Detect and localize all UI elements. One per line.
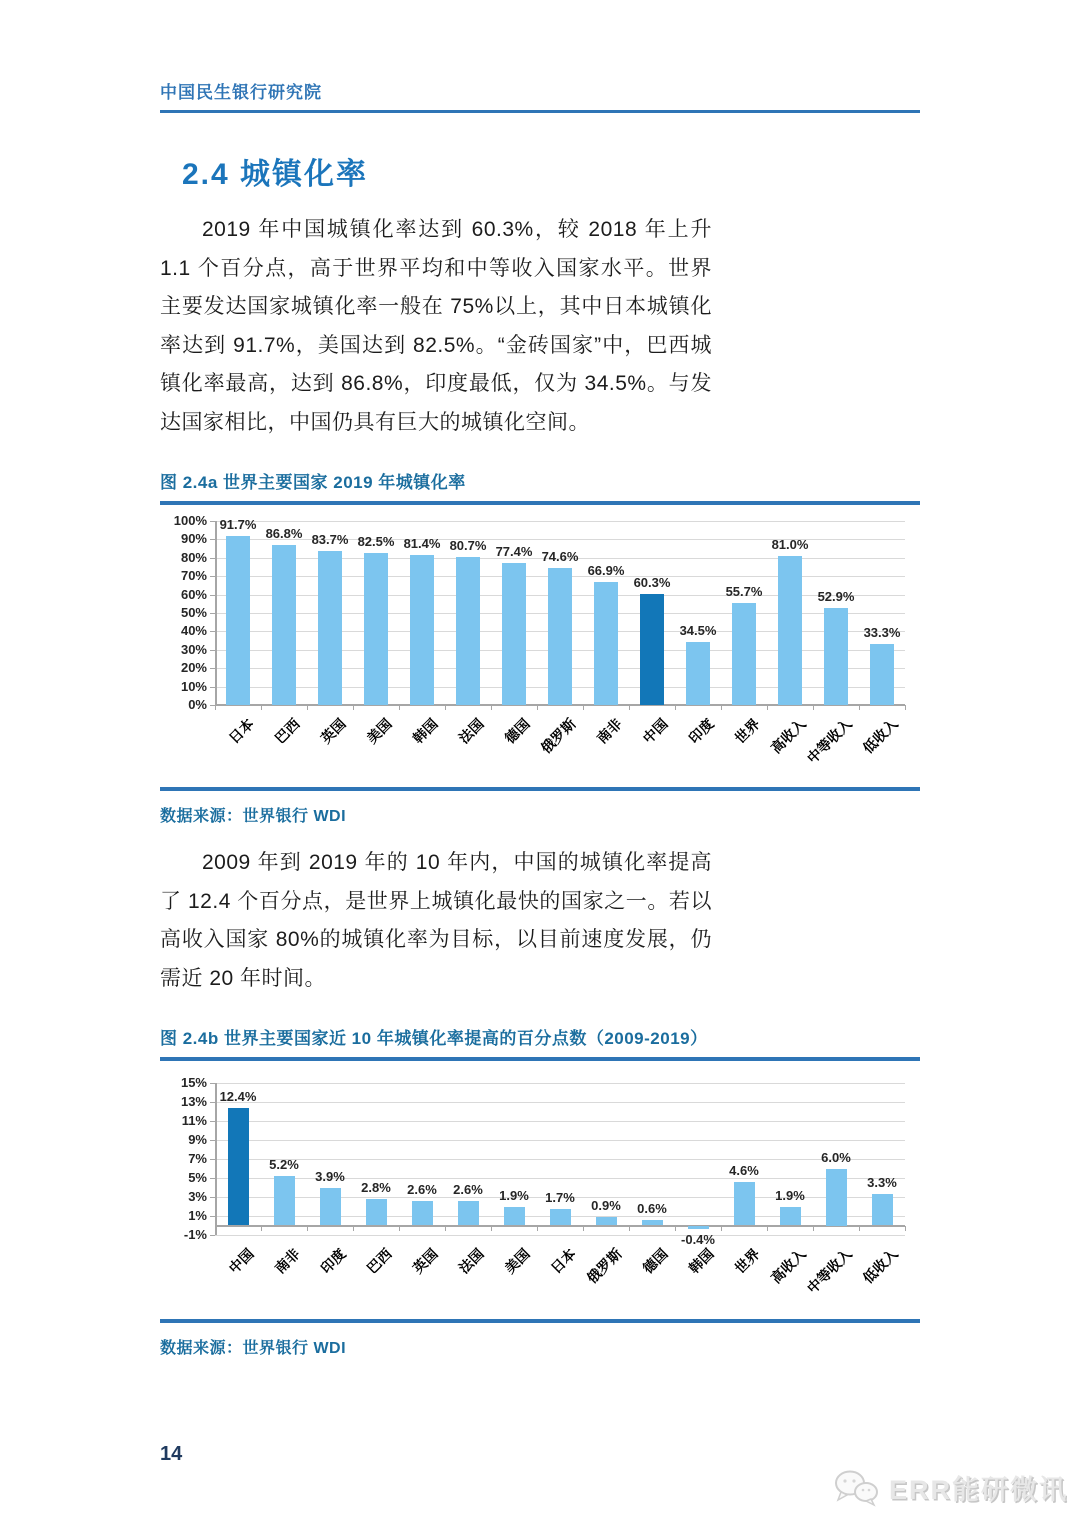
x-category-label: 中等收入 bbox=[803, 1245, 855, 1297]
bar-value-label: 1.9% bbox=[499, 1188, 529, 1204]
x-category-label: 美国 bbox=[363, 715, 395, 747]
bar-美国 bbox=[504, 1207, 525, 1225]
x-category-label: 巴西 bbox=[271, 715, 303, 747]
bar-低收入 bbox=[870, 644, 894, 705]
bar-英国 bbox=[412, 1201, 433, 1226]
y-axis-label: 20% bbox=[180, 660, 207, 676]
institute-name: 中国民生银行研究院 bbox=[160, 83, 322, 102]
x-category-label: 世界 bbox=[731, 1245, 763, 1277]
figure-2-4b-source: 数据来源：世界银行 WDI bbox=[160, 1340, 347, 1357]
x-axis-tick bbox=[629, 705, 630, 710]
bar-value-label: 6.0% bbox=[821, 1149, 851, 1165]
bar-中等收入 bbox=[826, 1169, 847, 1226]
x-axis-tick bbox=[399, 1226, 400, 1231]
y-axis-label: 13% bbox=[180, 1094, 207, 1109]
x-axis-tick bbox=[353, 1226, 354, 1231]
y-axis-label: 10% bbox=[180, 678, 207, 694]
bar-value-label: 33.3% bbox=[863, 624, 901, 640]
watermark-text: ERR能研微讯 bbox=[888, 1475, 1068, 1505]
chart-2-4a bbox=[160, 501, 920, 791]
bar-中国 bbox=[228, 1108, 249, 1226]
gridline bbox=[215, 1083, 905, 1084]
bar-value-label: 86.8% bbox=[265, 526, 303, 542]
bar-value-label: 4.6% bbox=[729, 1162, 759, 1178]
bar-value-label: 91.7% bbox=[219, 517, 257, 533]
page-content bbox=[160, 0, 920, 1466]
bar-value-label: 0.9% bbox=[591, 1197, 621, 1213]
bar-value-label: 2.6% bbox=[453, 1181, 483, 1197]
bar-value-label: 3.3% bbox=[867, 1175, 897, 1191]
figure-2-4a-title: 图 2.4a 世界主要国家 2019 年城镇化率 bbox=[160, 473, 466, 492]
y-axis-label: 80% bbox=[180, 549, 207, 565]
bar-value-label: 81.4% bbox=[403, 536, 441, 552]
paragraph-1: 2019 年中国城镇化率达到 60.3%，较 2018 年上升 1.1 个百分点，高于世界平均和中等收入国家水平。世界主要发达国家城镇化率一般在 75%以上，其中日本城镇化率达到 91.7%，美国达到 82.5%。“金砖国家”中，巴西城镇化率最高，达到 86.8%，印度最低，仅为 34.5%。与发达国家相比，中国仍具有巨大的城镇化空间。 bbox=[160, 218, 712, 434]
y-axis-label: 100% bbox=[173, 513, 207, 528]
x-axis-tick bbox=[537, 705, 538, 710]
x-axis-tick bbox=[721, 705, 722, 710]
bar-俄罗斯 bbox=[596, 1217, 617, 1226]
x-axis-tick bbox=[767, 705, 768, 710]
x-category-label: 俄罗斯 bbox=[583, 1245, 625, 1287]
x-axis-tick bbox=[905, 1226, 906, 1231]
bar-value-label: 12.4% bbox=[219, 1088, 257, 1104]
x-axis-tick bbox=[859, 1226, 860, 1231]
y-axis-label: 9% bbox=[188, 1132, 207, 1147]
page-number: 14 bbox=[160, 1443, 183, 1465]
bar-value-label: 83.7% bbox=[311, 531, 349, 547]
x-category-label: 英国 bbox=[317, 715, 349, 747]
x-category-label: 高收入 bbox=[767, 1245, 809, 1287]
x-axis-tick bbox=[583, 1226, 584, 1231]
y-axis-label: 50% bbox=[180, 605, 207, 620]
y-axis-label: 7% bbox=[188, 1151, 207, 1166]
bar-value-label: 3.9% bbox=[315, 1169, 345, 1185]
y-axis-label: 1% bbox=[188, 1208, 207, 1223]
x-axis-tick bbox=[307, 705, 308, 710]
bar-美国 bbox=[364, 553, 388, 705]
x-category-label: 德国 bbox=[501, 715, 533, 747]
gridline bbox=[215, 1102, 905, 1103]
bar-value-label: 80.7% bbox=[449, 537, 487, 553]
x-axis-tick bbox=[537, 1226, 538, 1231]
x-axis-tick bbox=[583, 705, 584, 710]
gridline bbox=[215, 521, 905, 522]
x-axis-tick bbox=[721, 1226, 722, 1231]
x-category-label: 南非 bbox=[593, 715, 625, 747]
y-axis-label: 70% bbox=[180, 568, 207, 584]
bar-中等收入 bbox=[824, 608, 848, 705]
y-axis-label: 90% bbox=[180, 531, 207, 547]
bar-德国 bbox=[642, 1220, 663, 1226]
y-axis-label: 5% bbox=[188, 1170, 207, 1185]
x-category-label: 低收入 bbox=[859, 715, 901, 757]
y-axis-label: 15% bbox=[180, 1075, 207, 1090]
bar-value-label: 77.4% bbox=[495, 543, 533, 559]
x-category-label: 俄罗斯 bbox=[537, 715, 579, 757]
bar-value-label: -0.4% bbox=[681, 1232, 715, 1248]
x-axis-tick bbox=[261, 1226, 262, 1231]
bar-世界 bbox=[734, 1182, 755, 1226]
bar-南非 bbox=[594, 582, 618, 705]
y-axis-label: 40% bbox=[180, 623, 207, 639]
figure-2-4a-source: 数据来源：世界银行 WDI bbox=[160, 808, 347, 825]
x-axis-tick bbox=[491, 705, 492, 710]
x-axis-tick bbox=[813, 1226, 814, 1231]
x-category-label: 低收入 bbox=[859, 1245, 901, 1287]
x-category-label: 印度 bbox=[685, 715, 717, 747]
bar-value-label: 5.2% bbox=[269, 1157, 299, 1173]
x-axis-tick bbox=[767, 1226, 768, 1231]
bar-value-label: 52.9% bbox=[817, 588, 855, 604]
bar-value-label: 74.6% bbox=[541, 548, 579, 564]
bar-value-label: 82.5% bbox=[357, 534, 395, 550]
y-axis-label: 3% bbox=[188, 1189, 207, 1204]
bar-巴西 bbox=[272, 545, 296, 705]
x-category-label: 中国 bbox=[225, 1245, 257, 1277]
x-axis-tick bbox=[859, 705, 860, 710]
x-category-label: 中国 bbox=[639, 715, 671, 747]
bar-value-label: 81.0% bbox=[771, 536, 809, 552]
x-axis-tick bbox=[353, 705, 354, 710]
x-category-label: 南非 bbox=[271, 1245, 303, 1277]
x-axis-tick bbox=[905, 705, 906, 710]
bar-南非 bbox=[274, 1176, 295, 1225]
y-axis-line bbox=[215, 1083, 217, 1235]
bar-韩国 bbox=[410, 555, 434, 705]
bar-日本 bbox=[550, 1209, 571, 1225]
y-axis-tick bbox=[210, 1235, 215, 1236]
bar-value-label: 2.8% bbox=[361, 1179, 391, 1195]
bar-法国 bbox=[456, 557, 480, 705]
bar-韩国 bbox=[688, 1226, 709, 1230]
bar-印度 bbox=[686, 642, 710, 705]
x-category-label: 法国 bbox=[455, 1245, 487, 1277]
bar-value-label: 0.6% bbox=[637, 1200, 667, 1216]
x-axis-tick bbox=[307, 1226, 308, 1231]
x-category-label: 高收入 bbox=[767, 715, 809, 757]
x-category-label: 韩国 bbox=[409, 715, 441, 747]
x-category-label: 德国 bbox=[639, 1245, 671, 1277]
x-category-label: 世界 bbox=[731, 715, 763, 747]
bar-巴西 bbox=[366, 1199, 387, 1226]
bar-value-label: 60.3% bbox=[633, 575, 671, 591]
x-axis-tick bbox=[215, 705, 216, 710]
x-category-label: 巴西 bbox=[363, 1245, 395, 1277]
bar-法国 bbox=[458, 1201, 479, 1226]
y-axis-line bbox=[215, 521, 217, 705]
y-axis-label: 30% bbox=[180, 641, 207, 657]
gridline bbox=[215, 1121, 905, 1122]
y-axis-label: 0% bbox=[188, 697, 207, 712]
paragraph-2: 2009 年到 2019 年的 10 年内，中国的城镇化率提高了 12.4 个百分点，是世界上城镇化最快的国家之一。若以高收入国家 80%的城镇化率为目标，以目前速度发展，仍需近 20 年时间。 bbox=[160, 851, 712, 990]
bar-value-label: 55.7% bbox=[725, 583, 763, 599]
bar-高收入 bbox=[778, 556, 802, 705]
x-axis-tick bbox=[491, 1226, 492, 1231]
bar-世界 bbox=[732, 603, 756, 705]
x-category-label: 韩国 bbox=[685, 1245, 717, 1277]
x-category-label: 日本 bbox=[225, 715, 257, 747]
watermark bbox=[833, 1468, 1068, 1507]
bar-低收入 bbox=[872, 1194, 893, 1225]
x-axis-tick bbox=[675, 705, 676, 710]
section-title: 2.4 城镇化率 bbox=[182, 158, 369, 191]
gridline bbox=[215, 1140, 905, 1141]
x-axis-tick bbox=[445, 705, 446, 710]
x-category-label: 中等收入 bbox=[803, 715, 855, 767]
figure-2-4b-title: 图 2.4b 世界主要国家近 10 年城镇化率提高的百分点数（2009-2019） bbox=[160, 1029, 708, 1048]
x-axis-tick bbox=[675, 1226, 676, 1231]
gridline bbox=[215, 1235, 905, 1236]
y-axis-label: 11% bbox=[181, 1113, 207, 1128]
bar-value-label: 66.9% bbox=[587, 562, 625, 578]
bar-德国 bbox=[502, 563, 526, 705]
y-axis-label: 60% bbox=[180, 586, 207, 602]
x-category-label: 美国 bbox=[501, 1245, 533, 1277]
bar-value-label: 34.5% bbox=[679, 622, 717, 638]
x-category-label: 印度 bbox=[317, 1245, 349, 1277]
bar-英国 bbox=[318, 551, 342, 705]
x-category-label: 法国 bbox=[455, 715, 487, 747]
bar-印度 bbox=[320, 1188, 341, 1225]
wechat-bubbles-icon bbox=[833, 1469, 879, 1507]
x-axis-tick bbox=[629, 1226, 630, 1231]
x-axis-tick bbox=[261, 705, 262, 710]
x-category-label: 日本 bbox=[547, 1245, 579, 1277]
x-category-label: 英国 bbox=[409, 1245, 441, 1277]
x-axis-tick bbox=[399, 705, 400, 710]
bar-高收入 bbox=[780, 1207, 801, 1225]
bar-中国 bbox=[640, 594, 664, 705]
bar-value-label: 2.6% bbox=[407, 1181, 437, 1197]
x-axis-tick bbox=[813, 705, 814, 710]
bar-日本 bbox=[226, 536, 250, 705]
x-axis-tick bbox=[445, 1226, 446, 1231]
chart-2-4b bbox=[160, 1057, 920, 1323]
bar-value-label: 1.7% bbox=[545, 1190, 575, 1206]
bar-俄罗斯 bbox=[548, 568, 572, 705]
y-axis-label: -1% bbox=[183, 1227, 207, 1242]
x-axis-tick bbox=[215, 1226, 216, 1231]
document-header bbox=[160, 78, 920, 113]
bar-value-label: 1.9% bbox=[775, 1188, 805, 1204]
